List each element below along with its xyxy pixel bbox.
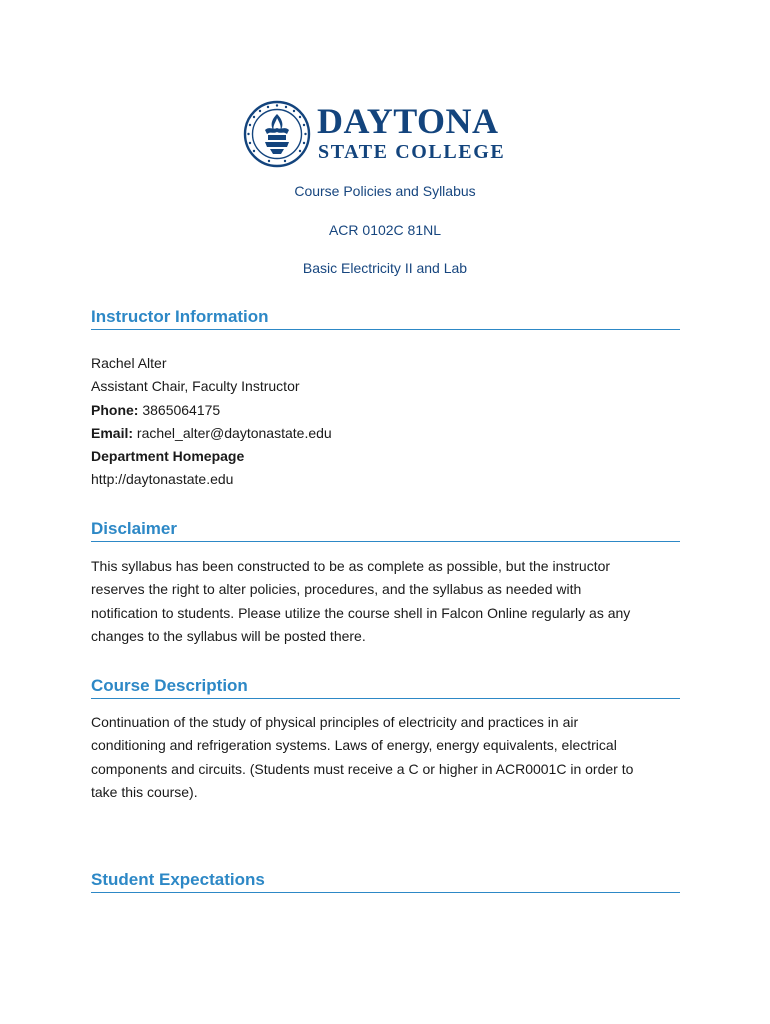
college-logo (243, 100, 533, 172)
course-description-line: Continuation of the study of physical principles of electricity and practices in air (91, 714, 579, 730)
logo-wordmark-bottom: STATE COLLEGE (318, 141, 506, 163)
instructor-name: Rachel Alter (91, 355, 167, 371)
instructor-info (91, 352, 681, 492)
course-name: Basic Electricity II and Lab (302, 260, 468, 276)
student-expectations-heading: Student Expectations (91, 869, 680, 893)
disclaimer-line: reserves the right to alter policies, procedures, and the syllabus as needed with (91, 581, 582, 598)
disclaimer-text (91, 555, 681, 648)
course-description-line: components and circuits. (Students must receive a C or higher in ACR0001C in order to (91, 760, 634, 777)
document-title: Course Policies and Syllabus (294, 183, 476, 199)
disclaimer-line: This syllabus has been constructed to be as complete as possible, but the instructor (91, 558, 611, 574)
email-label: Email: (91, 424, 134, 441)
disclaimer-line: changes to the syllabus will be posted there. (91, 627, 366, 644)
instructor-phone-row (91, 399, 681, 422)
phone-label: Phone: (91, 401, 139, 418)
logo-wordmark-top: DAYTONA (317, 101, 499, 141)
course-description-line: conditioning and refrigeration systems. Laws of energy, energy equivalents, electrical (91, 737, 617, 754)
course-description-text (91, 711, 681, 804)
disclaimer-line: notification to students. Please utilize the course shell in Falcon Online regularly as any (91, 604, 631, 621)
instructor-role: Assistant Chair, Faculty Instructor (91, 378, 300, 395)
homepage-url: http://daytonastate.edu (91, 471, 234, 488)
college-seal-icon (243, 100, 311, 168)
phone-value: 3865064175 (142, 401, 221, 418)
homepage-label: Department Homepage (91, 448, 245, 465)
email-value: rachel_alter@daytonastate.edu (136, 424, 332, 441)
course-description-heading: Course Description (91, 675, 680, 699)
disclaimer-heading: Disclaimer (91, 518, 680, 542)
course-code: ACR 0102C 81NL (328, 222, 442, 238)
course-description-line: take this course). (91, 783, 198, 800)
instructor-email-row (91, 422, 681, 445)
instructor-heading: Instructor Information (91, 306, 680, 330)
